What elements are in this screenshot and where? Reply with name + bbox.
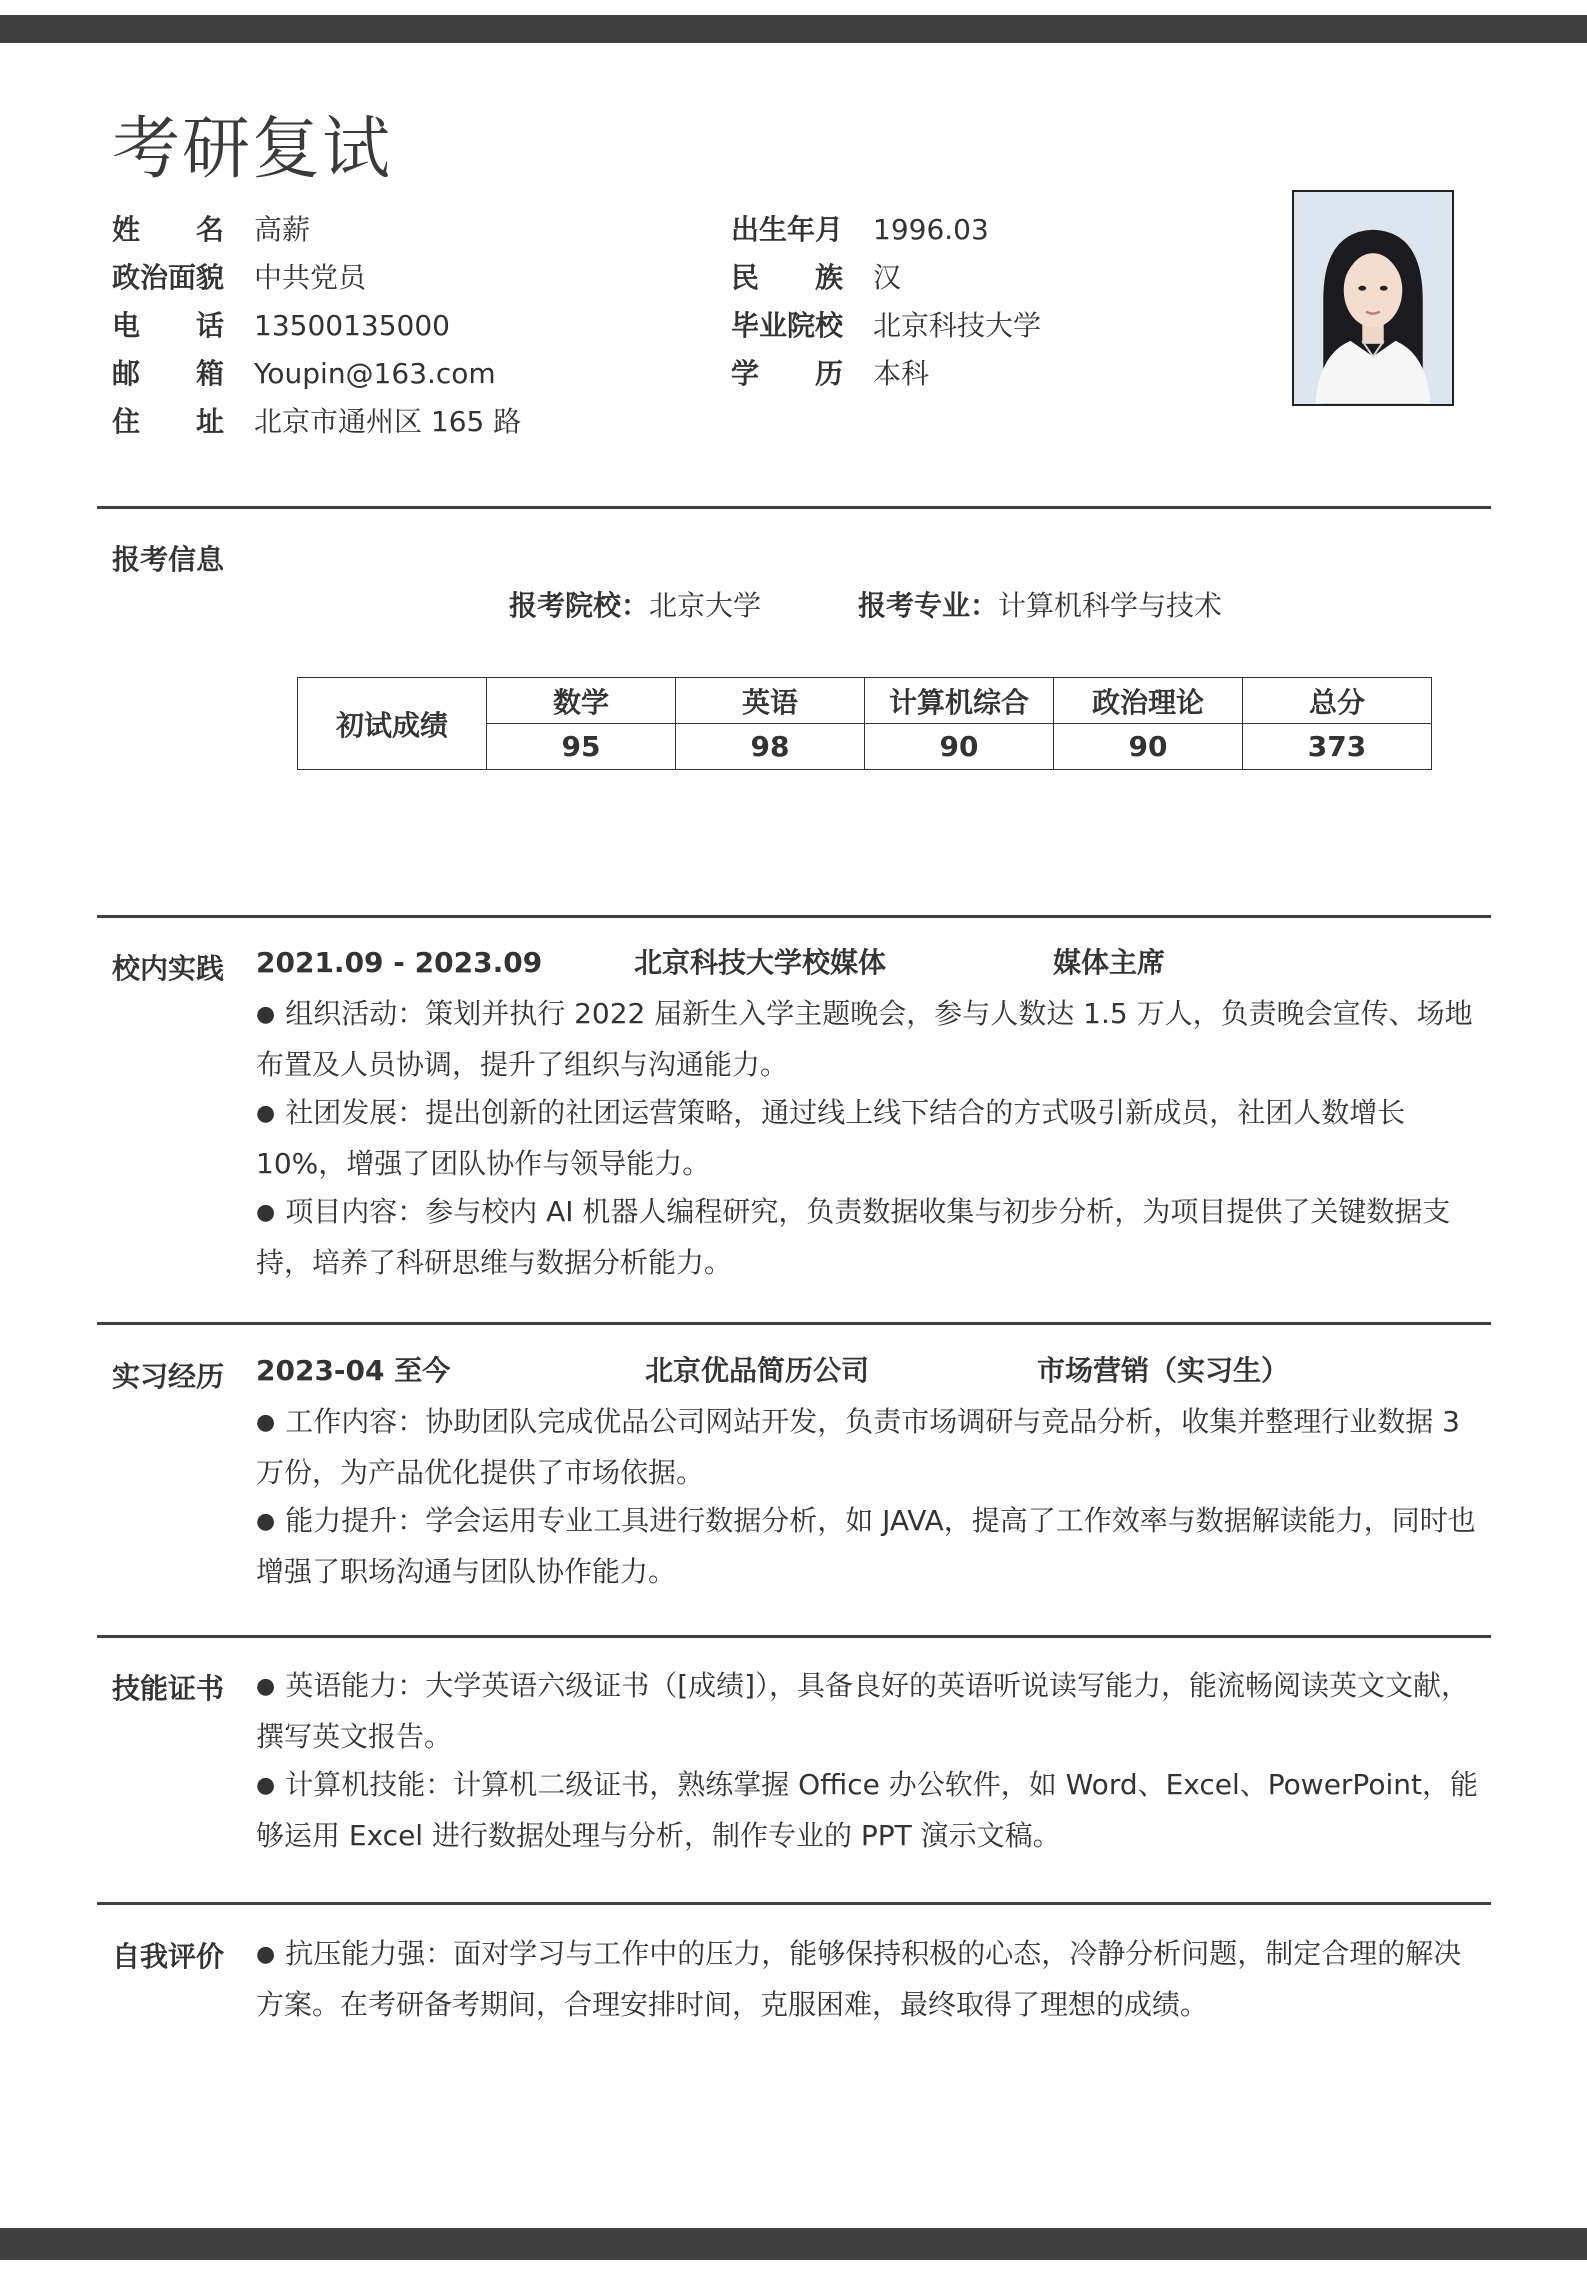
- score-value: 90: [865, 724, 1054, 770]
- skills-list: [256, 1662, 1482, 1860]
- info-label: 姓名: [112, 213, 224, 246]
- list-item-text: 项目内容：参与校内 AI 机器人编程研究，负责数据收集与初步分析，为项目提供了关键数据支持，培养了科研思维与数据分析能力。: [256, 1195, 1451, 1279]
- info-label: 邮箱: [112, 357, 224, 390]
- info-address: [112, 402, 521, 442]
- info-ethnicity: [731, 258, 901, 298]
- info-name: [112, 210, 310, 250]
- section-divider: [97, 1322, 1491, 1325]
- info-degree: [731, 354, 929, 394]
- internship-org: 北京优品简历公司: [645, 1354, 870, 1387]
- section-title-internship: 实习经历: [112, 1360, 225, 1393]
- campus-role: 媒体主席: [1053, 946, 1166, 979]
- list-item-text: 能力提升：学会运用专业工具进行数据分析，如 JAVA，提高了工作效率与数据解读能力，同时也增强了职场沟通与团队协作能力。: [256, 1504, 1476, 1588]
- score-subject: 总分: [1243, 678, 1432, 724]
- info-value: 1996.03: [873, 213, 989, 246]
- top-bar: [0, 15, 1587, 43]
- list-item: [256, 990, 1482, 1089]
- score-subject: 数学: [487, 678, 676, 724]
- campus-list: [256, 990, 1482, 1287]
- resume-title: 考研复试: [112, 110, 393, 189]
- bullet-icon: ●: [256, 1509, 276, 1534]
- info-value: 北京科技大学: [873, 309, 1042, 342]
- score-row-label: 初试成绩: [298, 678, 487, 770]
- apply-major-value: 计算机科学与技术: [998, 589, 1223, 622]
- bullet-icon: ●: [256, 1410, 276, 1435]
- section-title-application: 报考信息: [112, 543, 225, 576]
- bullet-icon: ●: [256, 1942, 276, 1967]
- apply-school-label: 报考院校：: [509, 589, 650, 622]
- info-value: 本科: [873, 357, 930, 390]
- info-label: 出生年月: [731, 213, 844, 246]
- info-label: 民族: [731, 261, 843, 294]
- info-value: 高薪: [254, 213, 311, 246]
- score-subject: 政治理论: [1054, 678, 1243, 724]
- bullet-icon: ●: [256, 1101, 276, 1126]
- info-value: Youpin@163.com: [254, 357, 496, 390]
- list-item-text: 社团发展：提出创新的社团运营策略，通过线上线下结合的方式吸引新成员，社团人数增长 10%，增强了团队协作与领导能力。: [256, 1096, 1406, 1180]
- info-value: 中共党员: [254, 261, 367, 294]
- info-politics: [112, 258, 366, 298]
- bullet-icon: ●: [256, 1002, 276, 1027]
- list-item-text: 工作内容：协助团队完成优品公司网站开发，负责市场调研与竞品分析，收集并整理行业数据 3 万份，为产品优化提供了市场依据。: [256, 1405, 1460, 1489]
- campus-org: 北京科技大学校媒体: [634, 946, 887, 979]
- profile-photo: [1292, 190, 1454, 406]
- score-subject: 英语: [676, 678, 865, 724]
- internship-role: 市场营销（实习生）: [1037, 1354, 1290, 1387]
- list-item: [256, 1662, 1482, 1761]
- info-phone: [112, 306, 450, 346]
- score-value: 373: [1243, 724, 1432, 770]
- score-value: 95: [487, 724, 676, 770]
- score-value: 90: [1054, 724, 1243, 770]
- table-row: [298, 678, 1432, 724]
- internship-list: [256, 1398, 1482, 1596]
- list-item-text: 计算机技能：计算机二级证书，熟练掌握 Office 办公软件，如 Word、Excel、PowerPoint，能够运用 Excel 进行数据处理与分析，制作专业的 PPT 演示文稿。: [256, 1768, 1478, 1852]
- score-subject: 计算机综合: [865, 678, 1054, 724]
- section-title-skills: 技能证书: [112, 1672, 225, 1705]
- list-item: [256, 1188, 1482, 1287]
- info-value: 北京市通州区 165 路: [254, 405, 522, 438]
- section-divider: [97, 506, 1491, 509]
- score-table: [297, 677, 1432, 770]
- campus-period: 2021.09 - 2023.09: [256, 946, 543, 979]
- info-label: 学历: [731, 357, 843, 390]
- info-value: 汉: [873, 261, 902, 294]
- list-item-text: 抗压能力强：面对学习与工作中的压力，能够保持积极的心态，冷静分析问题，制定合理的解决方案。在考研备考期间，合理安排时间，克服困难，最终取得了理想的成绩。: [256, 1937, 1462, 2021]
- self-eval-list: [256, 1930, 1482, 2029]
- info-label: 住址: [112, 405, 224, 438]
- portrait-illustration: [1294, 192, 1452, 404]
- section-divider: [97, 1902, 1491, 1905]
- apply-school-value: 北京大学: [649, 589, 762, 622]
- apply-school: [509, 586, 761, 626]
- list-item: [256, 1089, 1482, 1188]
- bullet-icon: ●: [256, 1200, 276, 1225]
- list-item: [256, 1398, 1482, 1497]
- list-item: [256, 1497, 1482, 1596]
- info-school: [731, 306, 1041, 346]
- bullet-icon: ●: [256, 1773, 276, 1798]
- section-divider: [97, 915, 1491, 918]
- apply-major: [858, 586, 1222, 626]
- list-item-text: 组织活动：策划并执行 2022 届新生入学主题晚会，参与人数达 1.5 万人，负责晚会宣传、场地布置及人员协调，提升了组织与沟通能力。: [256, 997, 1473, 1081]
- list-item: [256, 1930, 1482, 2029]
- section-title-self-eval: 自我评价: [112, 1940, 225, 1973]
- info-value: 13500135000: [254, 309, 450, 342]
- section-divider: [97, 1635, 1491, 1638]
- internship-period: 2023-04 至今: [256, 1354, 451, 1387]
- apply-major-label: 报考专业：: [858, 589, 999, 622]
- info-label: 政治面貌: [112, 261, 225, 294]
- list-item: [256, 1761, 1482, 1860]
- info-label: 毕业院校: [731, 309, 844, 342]
- info-label: 电话: [112, 309, 224, 342]
- info-email: [112, 354, 496, 394]
- bottom-bar: [0, 2228, 1587, 2260]
- score-value: 98: [676, 724, 865, 770]
- section-title-campus: 校内实践: [112, 952, 225, 985]
- info-birth: [731, 210, 989, 250]
- bullet-icon: ●: [256, 1674, 276, 1699]
- list-item-text: 英语能力：大学英语六级证书（[成绩]），具备良好的英语听说读写能力，能流畅阅读英文文献，撰写英文报告。: [256, 1669, 1470, 1753]
